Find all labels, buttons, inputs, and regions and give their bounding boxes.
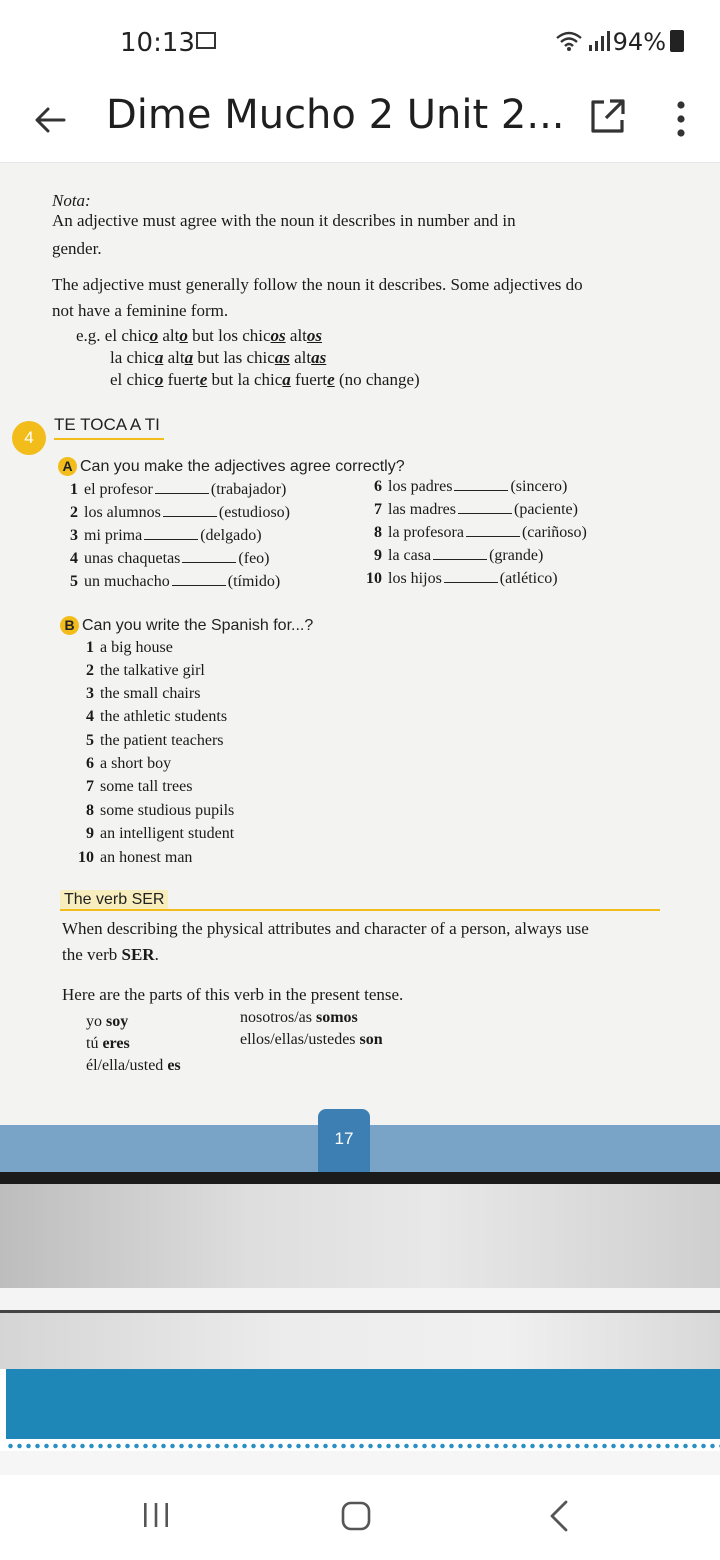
list-item: 1 el profesor (trabajador)	[70, 481, 287, 498]
list-item: 7 las madres (paciente)	[374, 501, 578, 518]
list-item: 4 the athletic students	[86, 708, 228, 725]
nav-back-icon[interactable]	[546, 1499, 572, 1533]
battery-icon	[670, 30, 684, 52]
photo-background	[0, 1313, 720, 1369]
list-item: 10 los hijos (atlético)	[366, 570, 558, 587]
exercise-letter-badge: B	[60, 616, 79, 635]
photo-blue-band	[6, 1369, 720, 1439]
list-item: 2 los alumnos (estudioso)	[70, 504, 290, 521]
heading-rule	[60, 909, 660, 911]
conjugation-item: nosotros/as somos	[240, 1009, 358, 1026]
list-item: 10 an honest man	[78, 849, 193, 866]
app-bar	[0, 80, 720, 163]
photo-background	[0, 1288, 720, 1310]
list-item: 2 the talkative girl	[86, 662, 205, 679]
list-item: 3 mi prima (delgado)	[70, 527, 262, 544]
list-item: 5 un muchacho (tímido)	[70, 573, 281, 590]
status-bar	[0, 0, 720, 80]
status-time: 10:13	[120, 28, 195, 58]
document-page[interactable]	[0, 163, 720, 1173]
nota-label: Nota:	[52, 191, 91, 210]
section-title: TE TOCA A TI	[54, 415, 164, 440]
photo-background	[0, 1184, 720, 1288]
conjugation-item: yo soy	[86, 1013, 129, 1030]
list-item: 9 an intelligent student	[86, 825, 235, 842]
list-item: 6 los padres (sincero)	[374, 478, 568, 495]
back-arrow-icon[interactable]	[30, 100, 70, 140]
list-item: 8 some studious pupils	[86, 802, 235, 819]
conjugation-item: tú eres	[86, 1035, 130, 1052]
recent-apps-icon[interactable]	[141, 1501, 171, 1529]
exercise-letter-badge: A	[58, 457, 77, 476]
conjugation-item: él/ella/usted es	[86, 1057, 181, 1074]
signal-icon	[588, 30, 610, 52]
exercise-a-heading: A Can you make the adjectives agree correctly?	[58, 457, 405, 476]
list-item: 3 the small chairs	[86, 685, 201, 702]
page-number: 17	[318, 1109, 370, 1173]
verb-ser-description: When describing the physical attributes and character of a person, always use	[62, 919, 589, 938]
example-line: e.g. el chico alto but los chicos altos	[76, 326, 323, 345]
photo-background	[0, 1451, 720, 1475]
photo-dotted-line	[6, 1441, 720, 1451]
wifi-icon	[555, 30, 583, 52]
list-item: 1 a big house	[86, 639, 173, 656]
verb-ser-description: the verb SER.	[62, 945, 159, 964]
list-item: 6 a short boy	[86, 755, 172, 772]
list-item: 5 the patient teachers	[86, 732, 224, 749]
system-nav-bar	[0, 1475, 720, 1560]
exercise-b-heading: B Can you write the Spanish for...?	[60, 616, 313, 635]
verb-ser-heading: The verb SER	[60, 890, 168, 910]
nota-text-line: gender.	[52, 239, 102, 258]
verb-ser-intro: Here are the parts of this verb in the present tense.	[62, 985, 404, 1004]
rule-text-line: not have a feminine form.	[52, 301, 229, 320]
list-item: 9 la casa (grande)	[374, 547, 544, 564]
list-item: 4 unas chaquetas (feo)	[70, 550, 270, 567]
document-title: Dime Mucho 2 Unit 2...	[106, 92, 565, 138]
conjugation-item: ellos/ellas/ustedes son	[240, 1031, 383, 1048]
list-item: 7 some tall trees	[86, 778, 193, 795]
example-line: el chico fuerte but la chica fuerte (no change)	[110, 370, 420, 389]
home-icon[interactable]	[340, 1500, 372, 1532]
open-external-icon[interactable]	[588, 96, 628, 136]
photo-edge	[0, 1172, 720, 1184]
nota-text-line: An adjective must agree with the noun it describes in number and in	[52, 211, 516, 230]
section-number-badge: 4	[12, 421, 46, 455]
rule-text-line: The adjective must generally follow the noun it describes. Some adjectives do	[52, 275, 583, 294]
list-item: 8 la profesora (cariñoso)	[374, 524, 587, 541]
example-line: la chica alta but las chicas altas	[110, 348, 327, 367]
gallery-notification-icon	[196, 32, 216, 49]
battery-percent: 94%	[612, 28, 666, 56]
more-vert-icon[interactable]	[664, 96, 698, 142]
